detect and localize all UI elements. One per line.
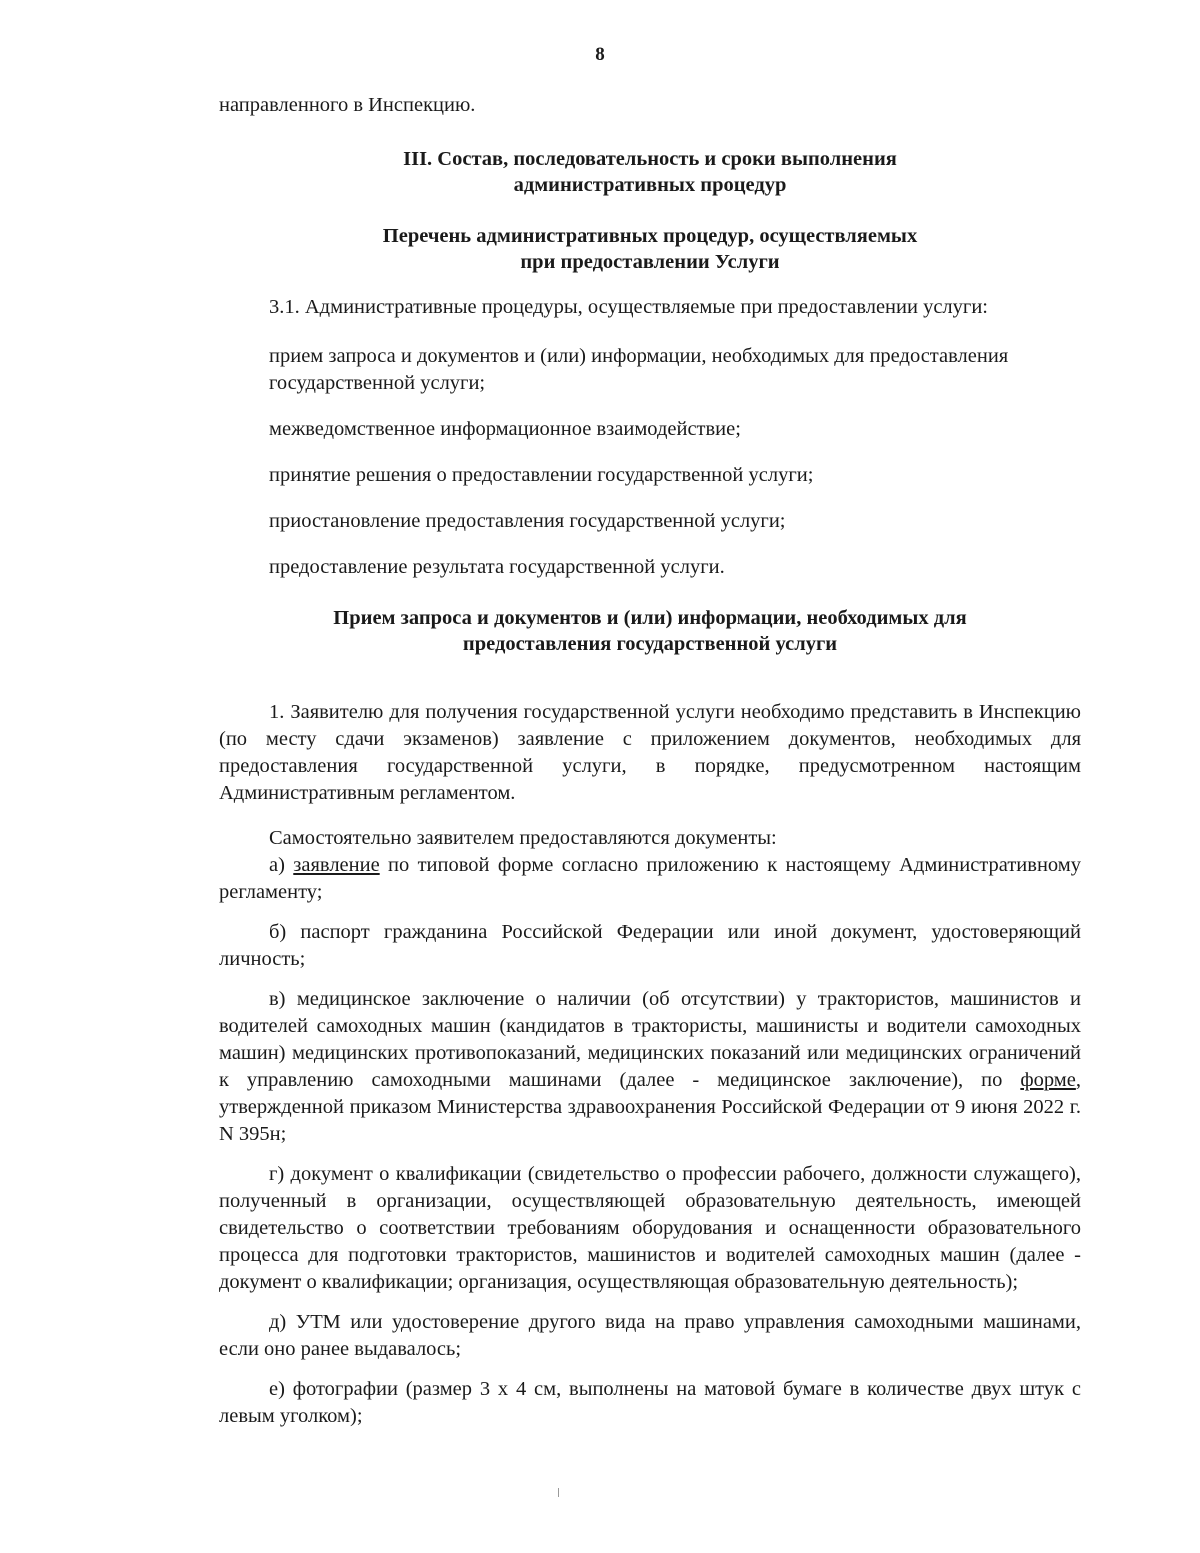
section-heading [219,146,1081,198]
page-number: 8 [595,44,605,65]
procedures-list-heading [219,223,1081,275]
item-g: г) документ о квалификации (свидетельство о профессии рабочего, должности служащего), полученный в организации, осуществляющей образовательную деятельность, имеющей свидетельство о соответствии требованиям оборудования и оснащенности образовательного процесса для подготовки трактористов, машинистов и водителей самоходных машин (далее - документ о квалификации; организация, осуществляющая образовательную деятельность); [219,1163,1081,1293]
procedures-list-heading-line-1: Перечень административных процедур, осуществляемых [382,225,918,247]
procedures-list-heading-line-2: при предоставлении Услуги [520,251,780,273]
paragraph-1: 1. Заявителю для получения государственной услуги необходимо представить в Инспекцию (по месту сдачи экзаменов) заявление с приложением документов, необходимых для предоставления государственной услуги, в порядке, предусмотренном настоящим Административным регламентом. [219,701,1081,804]
intake-heading [219,605,1081,657]
form-link[interactable]: форме [1020,1069,1076,1091]
intake-heading-line-1: Прием запроса и документов и (или) информации, необходимых для [333,607,967,629]
lead-line: направленного в Инспекцию. [219,94,476,116]
self-provided-intro: Самостоятельно заявителем предоставляются документы: [269,827,777,849]
procedure-item-result: предоставление результата государственной услуги. [269,556,725,578]
item-a-rest: по типовой форме согласно приложению к настоящему Административному регламенту; [219,854,1081,903]
page-content [219,92,1081,1430]
application-link[interactable]: заявление [293,854,380,876]
intake-heading-line-2: предоставления государственной услуги [462,633,838,655]
item-b: б) паспорт гражданина Российской Федерации или иной документ, удостоверяющий личность; [219,921,1081,970]
procedure-item-intake: прием запроса и документов и (или) информации, необходимых для предоставления государственной услуги; [269,345,1009,394]
item-a-prefix: а) [269,854,294,876]
item-v-before: в) медицинское заключение о наличии (об отсутствии) у трактористов, машинистов и водителей самоходных машин (кандидатов в трактористы, машинисты и водители самоходных машин) медицинских противопоказаний, медицинских показаний или медицинских ограничений к управлению самоходными машинами (далее - медицинское заключение), по [219,988,1081,1091]
item-a [219,852,1081,906]
procedure-item-decision: принятие решения о предоставлении государственной услуги; [269,464,814,486]
procedure-item-interagency: межведомственное информационное взаимодействие; [269,418,741,440]
procedures-intro: 3.1. Административные процедуры, осуществляемые при предоставлении услуги: [269,296,988,318]
item-v-after: , утвержденной приказом Министерства здравоохранения Российской Федерации от 9 июня 2022 г. N 395н; [219,1069,1081,1145]
section-heading-line-1: III. Состав, последовательность и сроки выполнения [403,148,897,170]
section-heading-line-2: административных процедур [513,174,787,196]
procedure-item-suspension: приостановление предоставления государственной услуги; [269,510,786,532]
item-v [219,986,1081,1148]
scan-artifact-mark [558,1488,559,1497]
item-e: е) фотографии (размер 3 х 4 см, выполнены на матовой бумаге в количестве двух штук с левым уголком); [219,1378,1081,1427]
item-d: д) УТМ или удостоверение другого вида на право управления самоходными машинами, если оно ранее выдавалось; [219,1311,1081,1360]
